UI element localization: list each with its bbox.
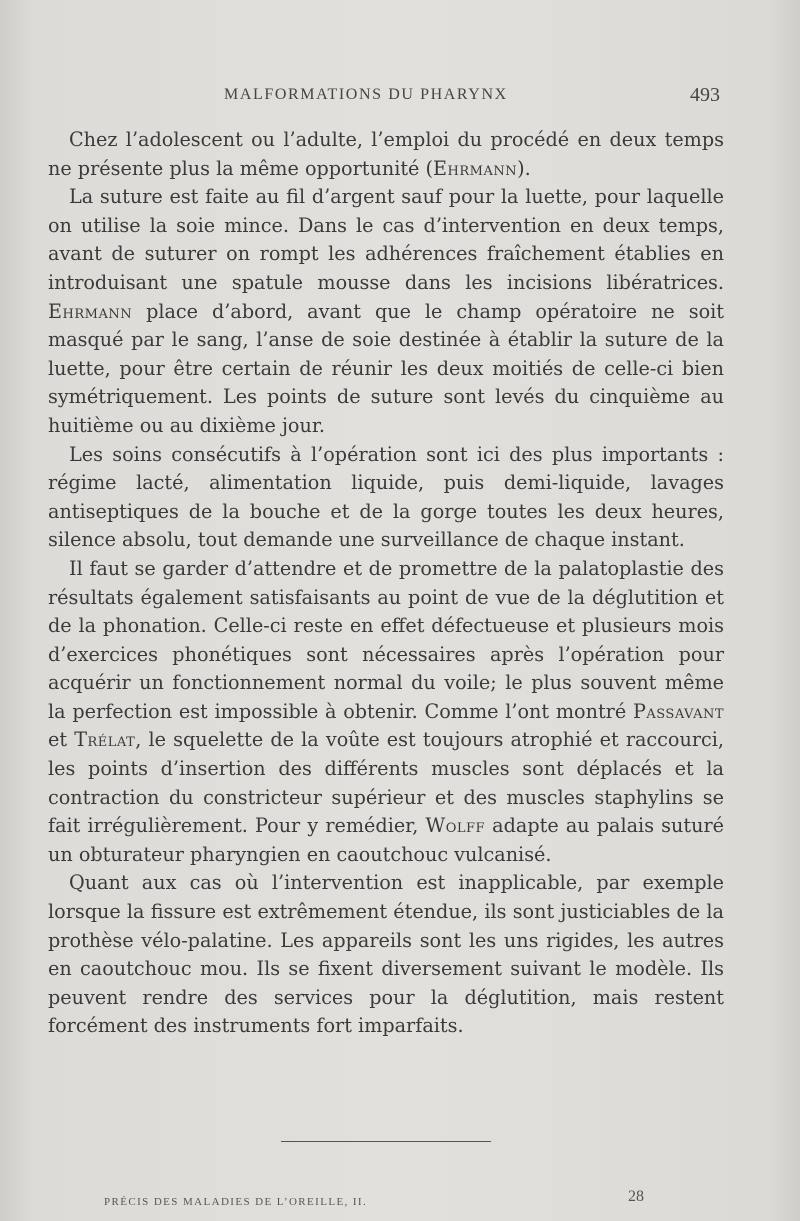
body-text [48, 126, 724, 1041]
signature-mark: PRÉCIS DES MALADIES DE L’OREILLE, II. [104, 1196, 368, 1208]
section-divider [281, 1141, 491, 1142]
author-name: Passavant [632, 699, 724, 723]
paragraph-2: La suture est faite au fil d’argent sauf pour la luette, pour laquelle on utilise la soie mince. Dans le cas d’intervention en deux temps, avant de suturer on rompt les adhérences fraîchement établies en introduisant une spatule mousse dans les incisions libératrices. Ehrmann place d’abord, avant que le champ opératoire ne soit masqué par le sang, l’anse de soie destinée à établir la suture de la luette, pour être certain de réunir les deux moitiés de celle-ci bien symétriquement. Les points de suture sont levés du cinquième au huitième ou au dixième jour. [48, 185, 724, 437]
paragraph-5: Quant aux cas où l’intervention est inapplicable, par exemple lorsque la fissure est extrêmement étendue, ils sont justiciables de la prothèse vélo-palatine. Les appareils sont les uns rigides, les autres en caoutchouc mou. Ils se fixent diversement suivant le modèle. Ils peuvent rendre des services pour la déglutition, mais restent forcément des instruments fort imparfaits. [48, 871, 724, 1038]
page-header [48, 86, 720, 112]
author-name: Ehrmann [433, 156, 518, 180]
paragraph-1: Chez l’adolescent ou l’adulte, l’emploi du procédé en deux temps ne présente plus la même opportunité (Ehrmann). [48, 128, 724, 180]
sheet-number: 28 [628, 1188, 644, 1205]
page-number: 493 [690, 84, 720, 106]
author-name: Ehrmann [48, 299, 133, 323]
paragraph-4: Il faut se garder d’attendre et de promettre de la palatoplastie des résultats également satisfaisants au point de vue de la déglutition et de la phonation. Celle-ci reste en effet défectueuse et plusieurs mois d’exercices phonétiques sont nécessaires après l’opération pour acquérir un fonctionnement normal du voile; le plus souvent même la perfection est impossible à obtenir. Comme l’ont montré Passavant et Trélat, le squelette de la voûte est toujours atrophié et raccourci, les points d’insertion des différents muscles sont déplacés et la contraction du constricteur supérieur et des muscles staphylins se fait irrégulièrement. Pour y remédier, Wolff adapte au palais suturé un obturateur pharyngien en caoutchouc vulcanisé. [48, 556, 724, 866]
paragraph-3: Les soins consécutifs à l’opération sont ici des plus importants : régime lacté, alimentation liquide, puis demi-liquide, lavages antiseptiques de la bouche et de la gorge toutes les deux heures, silence absolu, tout demande une surveillance de chaque instant. [48, 442, 724, 552]
author-name: Wolff [425, 814, 486, 838]
author-name: Trélat [74, 728, 136, 752]
page-footer [104, 1188, 644, 1212]
running-title: MALFORMATIONS DU PHARYNX [224, 86, 508, 103]
